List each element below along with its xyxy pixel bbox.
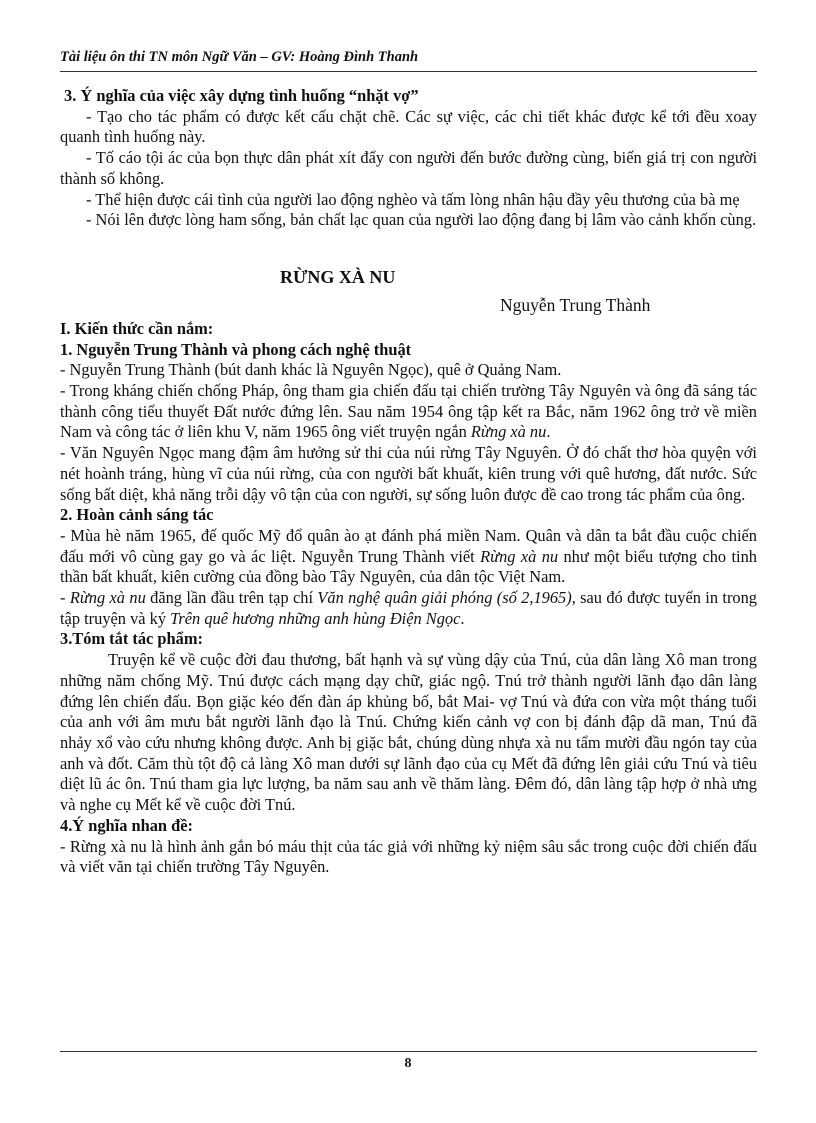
bullet-2: - Tố cáo tội ác của bọn thực dân phát xít đẩy con người đến bước đường cùng, biến giá trị con người thành số không. [60,148,757,188]
sub-3-summary: Truyện kể về cuộc đời đau thương, bất hạnh và sự vùng dậy của Tnú, của dân làng Xô man trong những năm chống Mỹ. Tnú được cách mạng dạy chữ, giác ngộ. Tnú trở thành người lãnh đạo dân làng đứng lên chiến đấu. Bọn giặc kéo đến đàn áp khủng bố, bắt Mai- vợ Tnú và đứa con vừa một tháng tuổi của anh với âm mưu bắt người lãnh đạo là Tnú. Chứng kiến cảnh vợ con bị đánh đập dã man, Tnú đã nhảy xổ vào cứu nhưng không được. Anh bị giặc bắt, chúng dùng nhựa xà nu tẩm mười đầu ngón tay của anh và đốt. Căm thù tột độ cả làng Xô man dưới sự lãnh đạo của cụ Mết đã đứng lên giải cứu Tnú và tiêu diệt lũ ác ôn. Tnú tham gia lực lượng, ba năm sau anh về thăm làng. Đêm đó, dân làng tập hợp ở nhà ưng và nghe cụ Mết kể về cuộc đời Tnú. [60,650,757,815]
bullet-3: - Thể hiện được cái tình của người lao động nghèo và tấm lòng nhân hậu đầy yêu thương của bà mẹ [86,189,740,209]
sub-4-heading: 4.Ý nghĩa nhan đề: [60,815,193,835]
sub-1-para-3: - Văn Nguyên Ngọc mang đậm âm hưởng sử thi của núi rừng Tây Nguyên. Ở đó chất thơ hòa quyện với nét hoành tráng, hùng vĩ của núi rừng, của con người bất khuất, kiên trung với quê hương, đất nước. Sức sống bất diệt, khả năng trỗi dậy vô tận của con người, sự sống luôn được đề cao trong tác phẩm của ông. [60,443,757,504]
sub-3-heading: 3.Tóm tắt tác phẩm: [60,629,203,649]
page-content [60,86,757,878]
bullet-4: - Nói lên được lòng ham sống, bản chất lạc quan của người lao động đang bị lâm vào cảnh khốn cùng. [86,210,757,230]
sub-1-heading: 1. Nguyễn Trung Thành và phong cách nghệ thuật [60,339,412,359]
bullet-1: - Tạo cho tác phẩm có được kết cấu chặt chẽ. Các sự việc, các chi tiết khác được kể tới đều xoay quanh tình huống này. [60,106,757,147]
page-header: Tài liệu ôn thi TN môn Ngữ Văn – GV: Hoàng Đình Thanh [60,49,419,65]
work-author: Nguyễn Trung Thành [500,294,651,315]
page-number: 8 [404,1056,412,1071]
footer-rule [60,1051,757,1052]
part-1-heading: I. Kiến thức cần nắm: [60,318,214,338]
sub-2-heading: 2. Hoàn cảnh sáng tác [60,505,214,525]
sub-1-para-1: - Nguyễn Trung Thành (bút danh khác là Nguyên Ngọc), quê ở Quảng Nam. [60,360,562,380]
sub-4-para-1: - Rừng xà nu là hình ảnh gắn bó máu thịt của tác giả với những kỷ niệm sâu sắc trong cuộc đời chiến đấu và viết văn tại chiến trường Tây Nguyên. [60,836,757,877]
work-title: RỪNG XÀ NU [280,266,396,287]
sub-1-para-2: - Trong kháng chiến chống Pháp, ông tham gia chiến đấu tại chiến trường Tây Nguyên và ông đã sáng tác thành công tiểu thuyết Đất nước đứng lên. Sau năm 1954 ông tập kết ra Bắc, năm 1962 ông trở về miền Nam và công tác ở liên khu V, năm 1965 ông viết truyện ngắn Rừng xà nu. [60,381,757,442]
sub-2-para-1: - Mùa hè năm 1965, đế quốc Mỹ đổ quân ào ạt đánh phá miền Nam. Quân và dân ta bắt đầu cuộc chiến đấu mới vô cùng gay go và ác liệt. Nguyễn Trung Thành viết Rừng xà nu như một biểu tượng cho tinh thần bất khuất, kiên cường của đồng bào Tây Nguyên, của dân tộc Việt Nam. [60,525,758,587]
section-3-heading: 3. Ý nghĩa của việc xây dựng tình huống “nhặt vợ” [64,86,419,105]
header-rule [60,71,757,72]
sub-2-para-2: - Rừng xà nu đăng lần đầu trên tạp chí Văn nghệ quân giải phóng (số 2,1965), sau đó được tuyển in trong tập truyện và ký Trên quê hương những anh hùng Điện Ngọc. [60,588,757,628]
